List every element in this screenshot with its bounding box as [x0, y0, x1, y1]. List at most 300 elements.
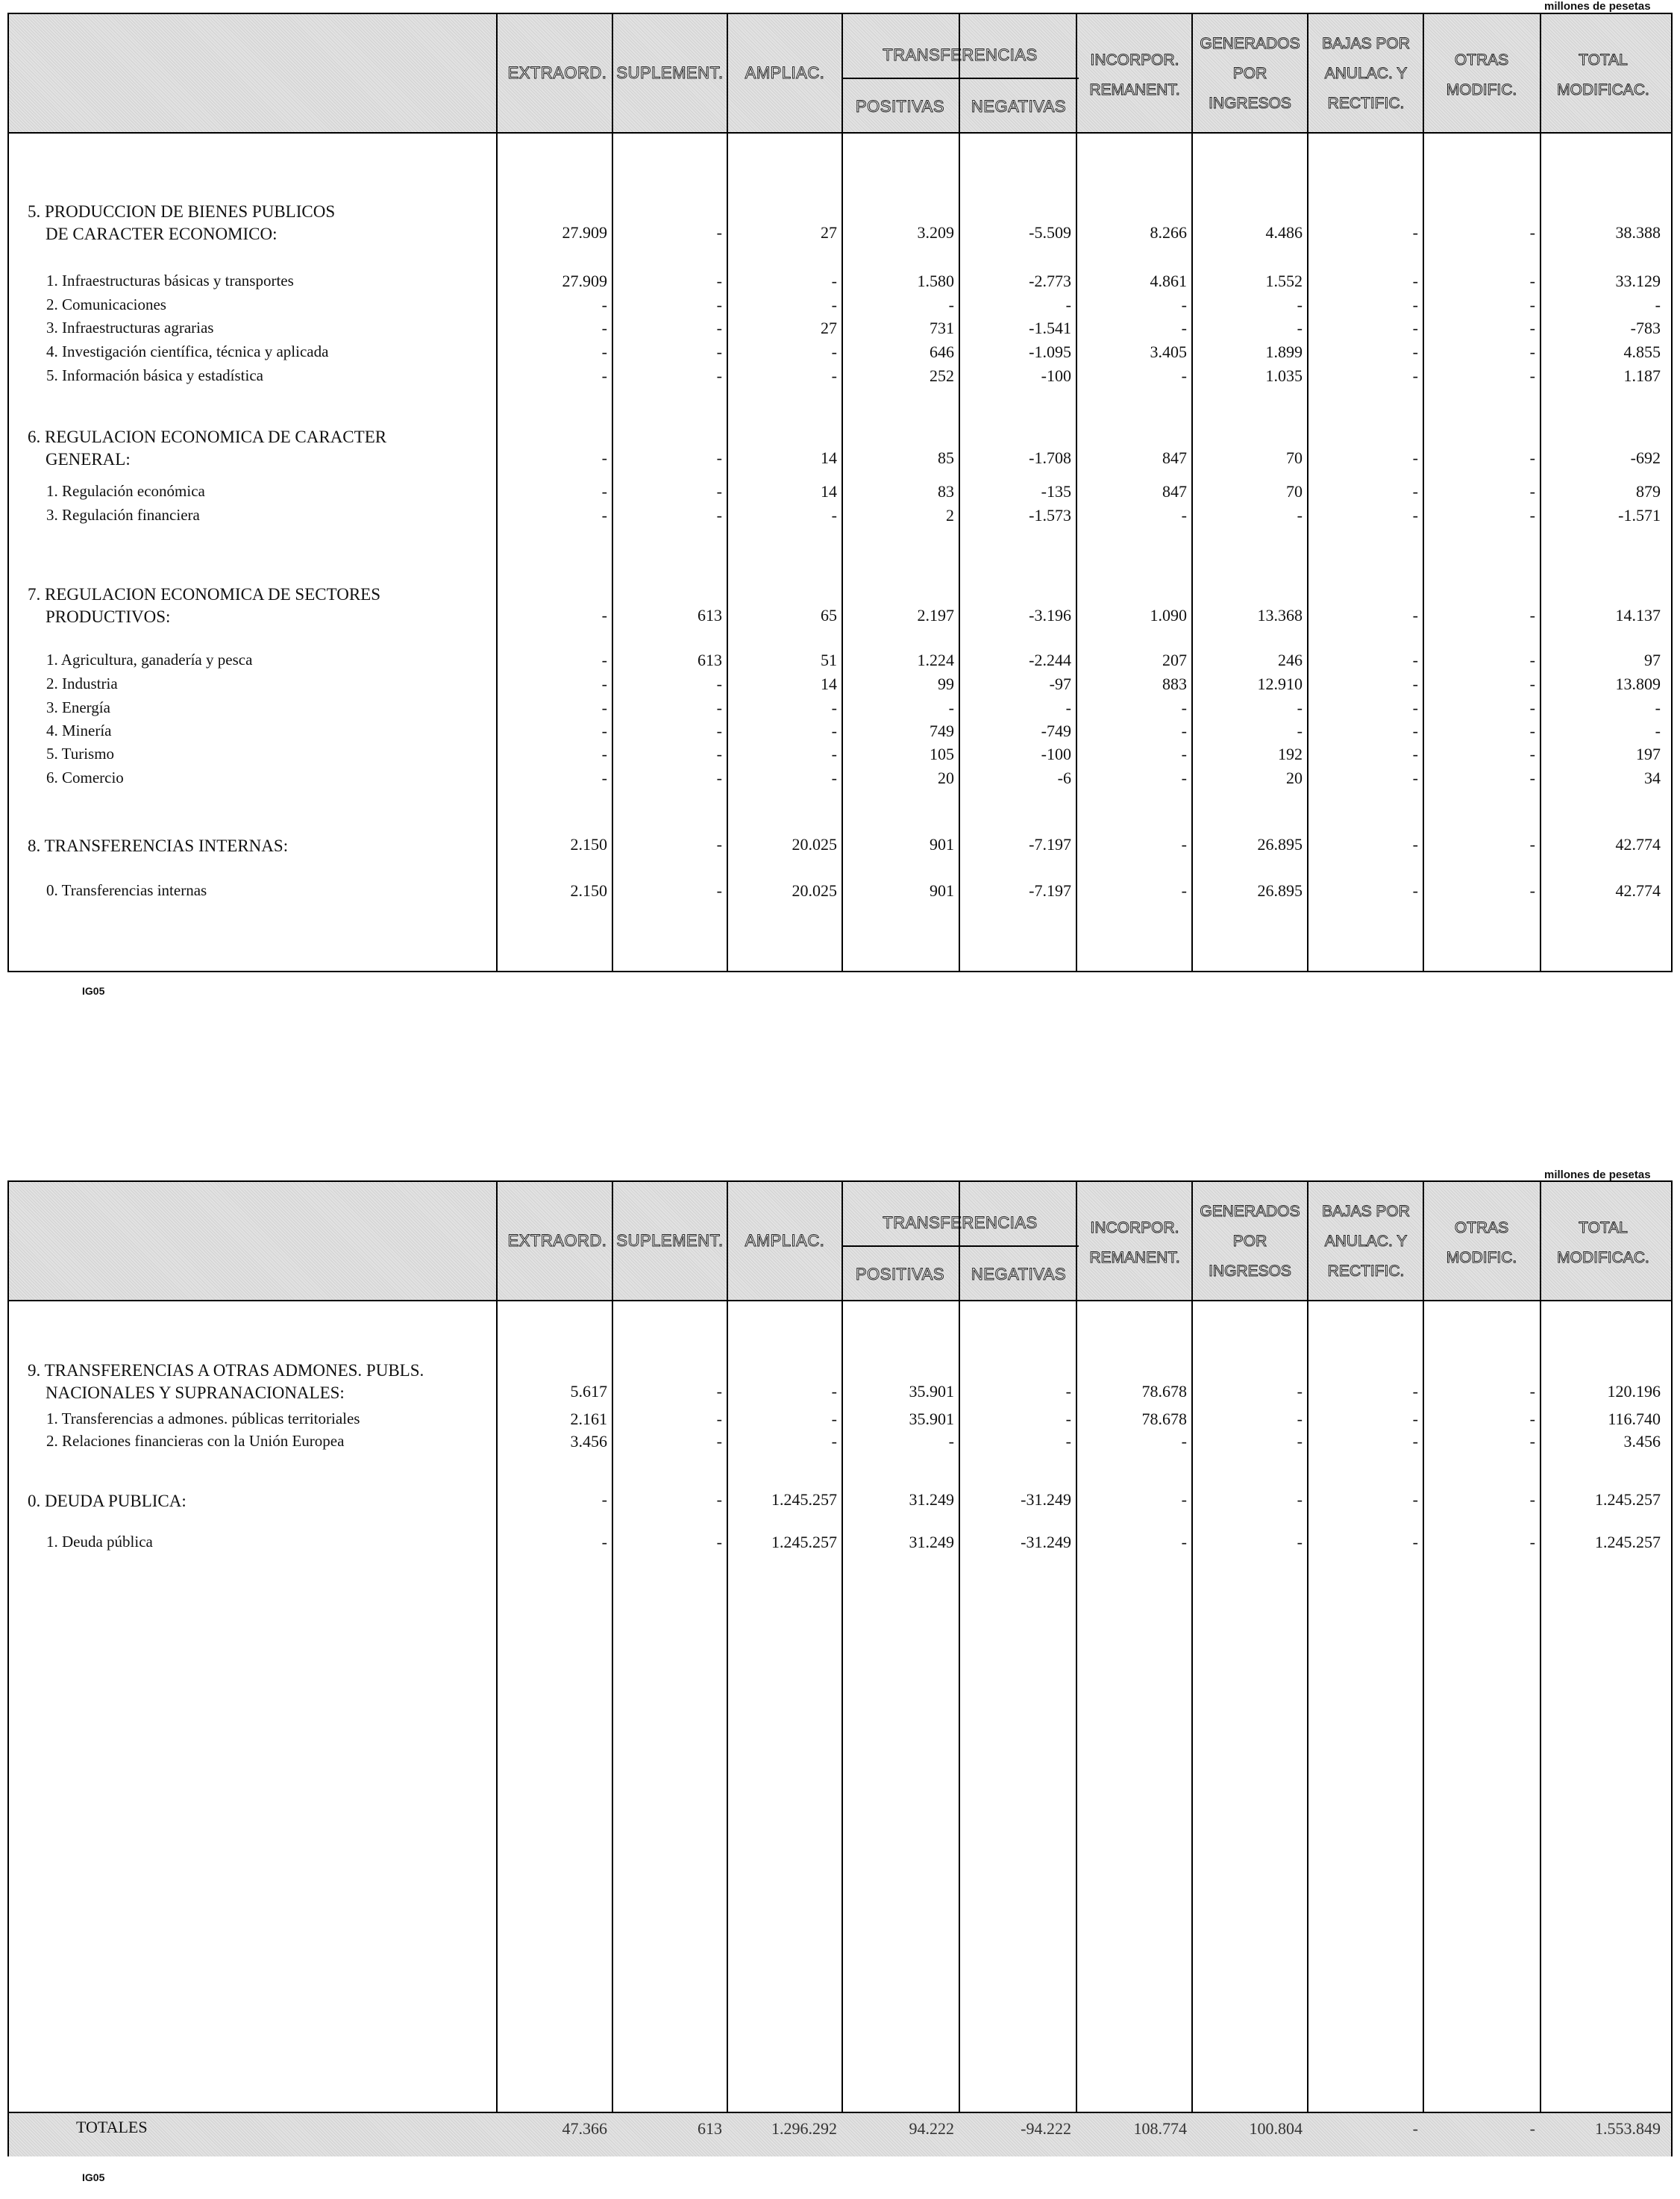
header-generados-1: GENERADOS	[1200, 1203, 1300, 1220]
cell-generados: 26.895	[1257, 835, 1303, 854]
cell-suplement: -	[716, 506, 722, 525]
cell-ampliac: -	[831, 272, 837, 290]
cell-extraord: -	[601, 295, 607, 314]
cell-ampliac: -	[831, 1432, 837, 1451]
cell-negativas: -	[1065, 698, 1071, 717]
header-incorpor-2: REMANENT.	[1089, 81, 1180, 98]
cell-bajas: -	[1412, 1382, 1418, 1401]
cell-generados: 70	[1286, 482, 1303, 501]
header-incorpor-2: REMANENT.	[1089, 1249, 1180, 1266]
cell-negativas: -1.541	[1029, 319, 1071, 337]
header-ampliac: AMPLIAC.	[745, 1231, 825, 1250]
cell-ampliac: -	[831, 295, 837, 314]
cell-generados: 26.895	[1257, 881, 1303, 900]
totals-row	[9, 2112, 1671, 2156]
header-generados-2: POR	[1232, 1233, 1267, 1250]
cell-otras: -	[1529, 342, 1535, 361]
cell-generados: -	[1297, 1533, 1303, 1551]
cell-generados: 12.910	[1257, 675, 1303, 693]
cell-incorpor: -	[1181, 366, 1187, 385]
unit-note-2: millones de pesetas	[1544, 1169, 1651, 1181]
group-row	[9, 584, 1671, 626]
cell-total: 42.774	[1615, 835, 1661, 854]
row-label	[46, 698, 110, 717]
cell-total: -692	[1630, 448, 1661, 467]
row-label	[46, 881, 207, 900]
header-total	[1540, 46, 1667, 105]
cell-negativas: -7.197	[1029, 881, 1071, 900]
column-divider	[1540, 1182, 1541, 2155]
cell-bajas: -	[1412, 745, 1418, 763]
header-generados-2: POR	[1232, 65, 1267, 82]
row-label	[46, 651, 252, 669]
cell-otras: -	[1529, 319, 1535, 337]
cell-suplement: -	[716, 272, 722, 290]
header-generados-1: GENERADOS	[1200, 35, 1300, 52]
cell-positivas: 85	[938, 448, 954, 467]
cell-suplement: -	[716, 745, 722, 763]
cell-suplement: 613	[698, 651, 722, 669]
cell-extraord: -	[601, 448, 607, 467]
header-negativas: NEGATIVAS	[971, 97, 1067, 116]
row-label-line: 2. Industria	[46, 675, 118, 692]
total-suplement: 613	[698, 2119, 722, 2138]
cell-bajas: -	[1412, 769, 1418, 787]
cell-total: 197	[1636, 745, 1661, 763]
cell-positivas: 749	[930, 722, 954, 740]
cell-suplement: -	[716, 698, 722, 717]
header-bajas-1: BAJAS POR	[1322, 1203, 1410, 1220]
row-label	[46, 482, 205, 501]
cell-otras: -	[1529, 1490, 1535, 1509]
item-row	[9, 272, 1671, 294]
cell-incorpor: 847	[1162, 482, 1187, 501]
row-label	[46, 722, 111, 740]
cell-positivas: 3.209	[917, 223, 954, 242]
row-label-line: 3. Energía	[46, 698, 110, 716]
group-row	[9, 201, 1671, 243]
cell-extraord: 2.161	[570, 1410, 607, 1428]
header-bajas	[1307, 1197, 1425, 1286]
cell-incorpor: -	[1181, 881, 1187, 900]
total-generados: 100.804	[1249, 2119, 1303, 2138]
row-label-line: 2. Relaciones financieras con la Unión Europea	[46, 1432, 345, 1450]
row-label-line: DE CARACTER ECONOMICO:	[46, 225, 278, 243]
cell-negativas: -3.196	[1029, 606, 1071, 625]
cell-negativas: -100	[1041, 745, 1071, 763]
cell-otras: -	[1529, 366, 1535, 385]
footer-code-1: IG05	[82, 985, 105, 997]
header-bajas-2: ANULAC. Y	[1324, 65, 1408, 82]
cell-negativas: -2.773	[1029, 272, 1071, 290]
header-total-2: MODIFICAC.	[1557, 1249, 1649, 1266]
row-label	[46, 675, 118, 693]
cell-extraord: -	[601, 698, 607, 717]
cell-ampliac: 1.245.257	[771, 1490, 837, 1509]
cell-otras: -	[1529, 745, 1535, 763]
cell-generados: -	[1297, 1382, 1303, 1401]
cell-negativas: -	[1065, 1432, 1071, 1451]
row-label-line: 1. Transferencias a admones. públicas territoriales	[46, 1410, 360, 1427]
cell-positivas: 20	[938, 769, 954, 787]
header-incorpor-1: INCORPOR.	[1090, 1219, 1179, 1236]
cell-suplement: -	[716, 319, 722, 337]
group-row	[9, 426, 1671, 469]
cell-incorpor: 78.678	[1141, 1382, 1187, 1401]
total-positivas: 94.222	[909, 2119, 954, 2138]
cell-incorpor: -	[1181, 1432, 1187, 1451]
cell-positivas: 31.249	[909, 1490, 954, 1509]
item-row	[9, 722, 1671, 744]
cell-incorpor: 1.090	[1150, 606, 1187, 625]
cell-extraord: -	[601, 722, 607, 740]
cell-otras: -	[1529, 835, 1535, 854]
cell-total: 116.740	[1608, 1410, 1661, 1428]
cell-otras: -	[1529, 1533, 1535, 1551]
cell-negativas: -100	[1041, 366, 1071, 385]
cell-extraord: -	[601, 675, 607, 693]
cell-generados: -	[1297, 1410, 1303, 1428]
cell-positivas: 1.580	[917, 272, 954, 290]
row-label-line: 1. Regulación económica	[46, 482, 205, 500]
header-bajas-3: RECTIFIC.	[1327, 1263, 1405, 1280]
cell-generados: -	[1297, 319, 1303, 337]
cell-bajas: -	[1412, 835, 1418, 854]
cell-total: 120.196	[1607, 1382, 1661, 1401]
cell-generados: 1.552	[1265, 272, 1303, 290]
header-otras-1: OTRAS	[1454, 1219, 1509, 1236]
total-bajas: -	[1412, 2119, 1418, 2138]
row-label-line: 7. REGULACION ECONOMICA DE SECTORES	[28, 585, 381, 604]
cell-total: 13.809	[1615, 675, 1661, 693]
item-row	[9, 769, 1671, 791]
cell-positivas: 2	[946, 506, 954, 525]
cell-positivas: 99	[938, 675, 954, 693]
cell-bajas: -	[1412, 881, 1418, 900]
group-row	[9, 1490, 1671, 1513]
item-row	[9, 295, 1671, 318]
row-label-line: 8. TRANSFERENCIAS INTERNAS:	[28, 836, 289, 855]
cell-ampliac: -	[831, 1382, 837, 1401]
column-divider	[1307, 1182, 1308, 2155]
cell-total: 3.456	[1623, 1432, 1661, 1451]
header-bajas-2: ANULAC. Y	[1324, 1233, 1408, 1250]
header-total-2: MODIFICAC.	[1557, 81, 1649, 98]
cell-positivas: 901	[930, 835, 954, 854]
row-label-line: 5. Información básica y estadística	[46, 366, 263, 384]
cell-ampliac: 1.245.257	[771, 1533, 837, 1551]
header-incorpor-1: INCORPOR.	[1090, 51, 1179, 69]
cell-bajas: -	[1412, 295, 1418, 314]
cell-incorpor: -	[1181, 1490, 1187, 1509]
cell-otras: -	[1529, 448, 1535, 467]
cell-incorpor: -	[1181, 835, 1187, 854]
cell-positivas: 31.249	[909, 1533, 954, 1551]
column-divider	[1076, 1182, 1077, 2155]
cell-negativas: -97	[1049, 675, 1071, 693]
cell-incorpor: -	[1181, 745, 1187, 763]
cell-incorpor: 8.266	[1150, 223, 1187, 242]
cell-negativas: -135	[1041, 482, 1071, 501]
cell-positivas: 35.901	[909, 1410, 954, 1428]
cell-otras: -	[1529, 506, 1535, 525]
header-generados-3: INGRESOS	[1209, 1263, 1291, 1280]
cell-extraord: -	[601, 342, 607, 361]
cell-positivas: 2.197	[917, 606, 954, 625]
cell-extraord: 2.150	[570, 835, 607, 854]
row-label-line: 2. Comunicaciones	[46, 295, 166, 313]
cell-incorpor: -	[1181, 722, 1187, 740]
item-row	[9, 675, 1671, 697]
cell-negativas: -5.509	[1029, 223, 1071, 242]
item-row	[9, 745, 1671, 767]
cell-positivas: -	[948, 1432, 954, 1451]
row-label-line: 3. Regulación financiera	[46, 506, 200, 524]
row-label	[46, 745, 114, 763]
cell-bajas: -	[1412, 319, 1418, 337]
cell-bajas: -	[1412, 698, 1418, 717]
cell-negativas: -	[1065, 1410, 1071, 1428]
cell-suplement: -	[716, 295, 722, 314]
header-ampliac: AMPLIAC.	[745, 63, 825, 82]
cell-otras: -	[1529, 651, 1535, 669]
cell-positivas: 105	[930, 745, 954, 763]
cell-positivas: 252	[930, 366, 954, 385]
header-extraord: EXTRAORD.	[507, 63, 607, 82]
group-row	[9, 1360, 1671, 1402]
row-label	[28, 1360, 424, 1404]
cell-suplement: -	[716, 448, 722, 467]
cell-positivas: -	[948, 295, 954, 314]
header-total	[1540, 1213, 1667, 1273]
header-otras-2: MODIFIC.	[1446, 1249, 1517, 1266]
cell-ampliac: -	[831, 722, 837, 740]
cell-generados: -	[1297, 295, 1303, 314]
cell-positivas: 646	[930, 342, 954, 361]
cell-suplement: -	[716, 675, 722, 693]
table-header-1	[9, 14, 1671, 134]
row-label-line: PRODUCTIVOS:	[46, 607, 171, 626]
header-total-1: TOTAL	[1579, 1219, 1628, 1236]
cell-incorpor: -	[1181, 769, 1187, 787]
cell-incorpor: 3.405	[1150, 342, 1187, 361]
total-otras: -	[1529, 2119, 1535, 2138]
row-label	[46, 1432, 344, 1451]
cell-incorpor: 883	[1162, 675, 1187, 693]
column-divider	[959, 1182, 960, 2155]
header-bajas	[1307, 29, 1425, 119]
cell-bajas: -	[1412, 272, 1418, 290]
cell-extraord: -	[601, 366, 607, 385]
cell-otras: -	[1529, 295, 1535, 314]
header-otras-1: OTRAS	[1454, 51, 1509, 69]
cell-negativas: -1.095	[1029, 342, 1071, 361]
cell-otras: -	[1529, 881, 1535, 900]
footer-code-2: IG05	[82, 2171, 105, 2183]
row-label	[28, 426, 386, 471]
cell-incorpor: 78.678	[1141, 1410, 1187, 1428]
row-label-line: 6. Comercio	[46, 769, 124, 786]
cell-extraord: -	[601, 769, 607, 787]
cell-total: 879	[1636, 482, 1661, 501]
cell-generados: -	[1297, 698, 1303, 717]
cell-negativas: -1.708	[1029, 448, 1071, 467]
cell-suplement: -	[716, 1432, 722, 1451]
cell-otras: -	[1529, 722, 1535, 740]
cell-extraord: 2.150	[570, 881, 607, 900]
cell-otras: -	[1529, 698, 1535, 717]
cell-positivas: 731	[930, 319, 954, 337]
header-suplement: SUPLEMENT.	[616, 1231, 724, 1250]
cell-negativas: -31.249	[1021, 1490, 1071, 1509]
header-total-1: TOTAL	[1579, 51, 1628, 69]
header-otras	[1423, 1213, 1540, 1273]
cell-suplement: -	[716, 769, 722, 787]
header-generados	[1191, 1197, 1308, 1286]
header-suplement: SUPLEMENT.	[616, 63, 724, 82]
header-transferencias: TRANSFERENCIAS	[883, 46, 1038, 64]
cell-incorpor: -	[1181, 506, 1187, 525]
cell-ampliac: -	[831, 342, 837, 361]
cell-extraord: -	[601, 606, 607, 625]
cell-negativas: -31.249	[1021, 1533, 1071, 1551]
header-positivas: POSITIVAS	[855, 1265, 944, 1283]
cell-suplement: -	[716, 223, 722, 242]
cell-bajas: -	[1412, 675, 1418, 693]
cell-otras: -	[1529, 675, 1535, 693]
cell-total: -1.571	[1618, 506, 1661, 525]
cell-generados: 1.035	[1265, 366, 1303, 385]
header-bajas-3: RECTIFIC.	[1327, 95, 1405, 112]
unit-note-1: millones de pesetas	[1544, 0, 1651, 13]
cell-suplement: -	[716, 1490, 722, 1509]
row-label-line: 0. DEUDA PUBLICA:	[28, 1492, 187, 1510]
cell-total: 33.129	[1615, 272, 1661, 290]
row-label-line: 6. REGULACION ECONOMICA DE CARACTER	[28, 428, 387, 446]
row-label	[28, 1490, 187, 1513]
cell-extraord: 27.909	[562, 272, 607, 290]
item-row	[9, 698, 1671, 721]
row-label	[28, 584, 380, 628]
cell-ampliac: -	[831, 769, 837, 787]
cell-bajas: -	[1412, 482, 1418, 501]
header-incorpor	[1076, 46, 1194, 105]
row-label	[46, 769, 124, 787]
total-negativas: -94.222	[1021, 2119, 1071, 2138]
column-divider	[1423, 1182, 1424, 2155]
header-incorpor	[1076, 1213, 1194, 1273]
row-label	[46, 506, 200, 525]
cell-otras: -	[1529, 1382, 1535, 1401]
total-ampliac: 1.296.292	[771, 2119, 837, 2138]
cell-bajas: -	[1412, 1533, 1418, 1551]
cell-ampliac: 20.025	[792, 881, 837, 900]
row-label-line: 4. Minería	[46, 722, 112, 739]
cell-positivas: 35.901	[909, 1382, 954, 1401]
cell-ampliac: 20.025	[792, 835, 837, 854]
budget-table-2	[7, 1180, 1673, 2156]
cell-total: 1.245.257	[1595, 1490, 1661, 1509]
item-row	[9, 881, 1671, 904]
cell-suplement: -	[716, 722, 722, 740]
cell-total: 97	[1644, 651, 1661, 669]
cell-total: 1.245.257	[1595, 1533, 1661, 1551]
cell-ampliac: 14	[821, 448, 837, 467]
item-row	[9, 1410, 1671, 1432]
cell-suplement: 613	[698, 606, 722, 625]
cell-total: -783	[1630, 319, 1661, 337]
column-divider	[841, 1182, 843, 2155]
cell-negativas: -749	[1041, 722, 1071, 740]
total-extraord: 47.366	[562, 2119, 607, 2138]
cell-generados: 4.486	[1265, 223, 1303, 242]
row-label	[46, 295, 166, 314]
cell-ampliac: 65	[821, 606, 837, 625]
cell-negativas: -7.197	[1029, 835, 1071, 854]
row-label	[46, 1410, 360, 1428]
cell-extraord: -	[601, 482, 607, 501]
cell-negativas: -	[1065, 1382, 1071, 1401]
cell-bajas: -	[1412, 1432, 1418, 1451]
cell-ampliac: 14	[821, 675, 837, 693]
row-label	[46, 319, 213, 337]
cell-total: 34	[1644, 769, 1661, 787]
cell-extraord: -	[601, 319, 607, 337]
item-row	[9, 319, 1671, 341]
cell-generados: -	[1297, 1432, 1303, 1451]
cell-otras: -	[1529, 1410, 1535, 1428]
cell-total: 42.774	[1615, 881, 1661, 900]
cell-bajas: -	[1412, 448, 1418, 467]
cell-extraord: -	[601, 651, 607, 669]
cell-generados: 20	[1286, 769, 1303, 787]
cell-otras: -	[1529, 769, 1535, 787]
cell-negativas: -	[1065, 295, 1071, 314]
cell-incorpor: 207	[1162, 651, 1187, 669]
column-divider	[496, 1182, 498, 2155]
cell-extraord: 27.909	[562, 223, 607, 242]
cell-otras: -	[1529, 482, 1535, 501]
cell-generados: 13.368	[1257, 606, 1303, 625]
item-row	[9, 482, 1671, 504]
cell-suplement: -	[716, 1382, 722, 1401]
cell-extraord: 3.456	[570, 1432, 607, 1451]
item-row	[9, 1432, 1671, 1454]
row-label-line: 1. Infraestructuras básicas y transportes	[46, 272, 294, 290]
row-label-line: 1. Agricultura, ganadería y pesca	[46, 651, 253, 669]
header-negativas: NEGATIVAS	[971, 1265, 1067, 1283]
cell-extraord: -	[601, 745, 607, 763]
cell-generados: -	[1297, 722, 1303, 740]
row-label-line: 5. Turismo	[46, 745, 115, 763]
cell-bajas: -	[1412, 1410, 1418, 1428]
row-label	[28, 835, 288, 857]
cell-suplement: -	[716, 342, 722, 361]
cell-ampliac: -	[831, 366, 837, 385]
row-label	[46, 1533, 153, 1551]
cell-total: -	[1655, 722, 1661, 740]
cell-ampliac: -	[831, 1410, 837, 1428]
cell-incorpor: 4.861	[1150, 272, 1187, 290]
row-label-line: 1. Deuda pública	[46, 1533, 153, 1551]
row-label-line: 0. Transferencias internas	[46, 881, 207, 899]
cell-extraord: -	[601, 506, 607, 525]
cell-bajas: -	[1412, 1490, 1418, 1509]
cell-generados: -	[1297, 506, 1303, 525]
row-label	[46, 342, 328, 361]
cell-ampliac: -	[831, 745, 837, 763]
cell-bajas: -	[1412, 606, 1418, 625]
